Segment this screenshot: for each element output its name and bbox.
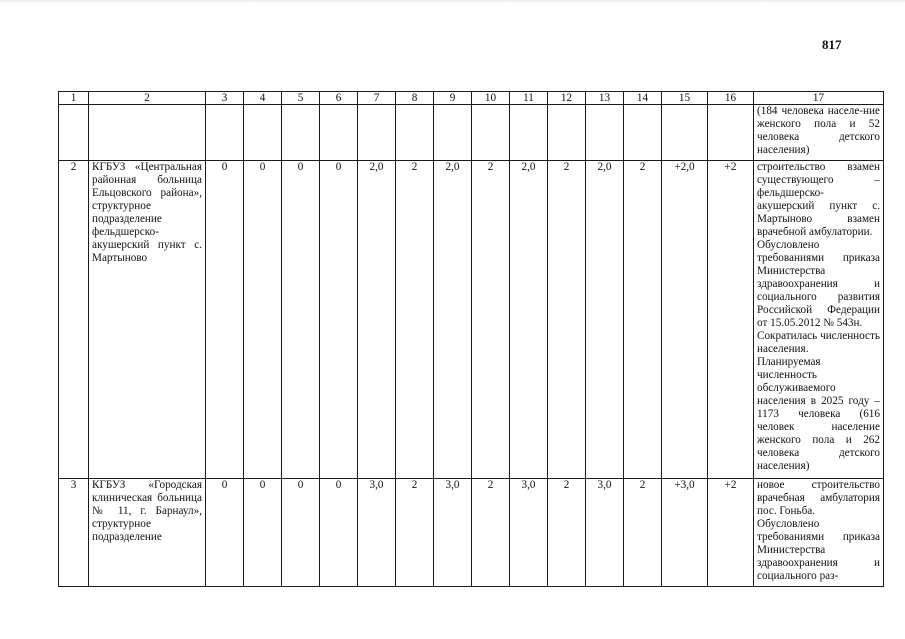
column-header: 9 bbox=[434, 92, 472, 105]
table-cell: 0 bbox=[244, 479, 282, 587]
table-cell: 2,0 bbox=[586, 161, 624, 479]
table-cell: 2,0 bbox=[434, 161, 472, 479]
column-header: 15 bbox=[662, 92, 708, 105]
table-cell: 0 bbox=[206, 479, 244, 587]
table-cell bbox=[89, 105, 206, 161]
column-header: 11 bbox=[510, 92, 548, 105]
column-header: 8 bbox=[396, 92, 434, 105]
page-number: 817 bbox=[822, 37, 842, 52]
table-cell: 3,0 bbox=[586, 479, 624, 587]
table-cell: 0 bbox=[282, 161, 320, 479]
column-header: 5 bbox=[282, 92, 320, 105]
note-paragraph: Сократилась численность населения. bbox=[757, 330, 880, 355]
table-row bbox=[59, 161, 884, 479]
note-cell bbox=[754, 105, 884, 161]
table-cell: 2 bbox=[472, 479, 510, 587]
note-cell bbox=[754, 479, 884, 587]
table-cell: +2 bbox=[708, 479, 754, 587]
column-header: 2 bbox=[89, 92, 206, 105]
table-cell: 2 bbox=[396, 479, 434, 587]
table-cell bbox=[510, 105, 548, 161]
table-cell: 2 bbox=[472, 161, 510, 479]
table-cell: 2,0 bbox=[510, 161, 548, 479]
column-header: 6 bbox=[320, 92, 358, 105]
table-cell: 3 bbox=[59, 479, 89, 587]
note-paragraph: Обусловлено требованиями приказа Министерства здравоохранения и социального развития Российской Федерации от 15.05.2012 № 543н. bbox=[757, 239, 880, 329]
note-paragraph: строительство взамен существующего – фельдшерско-акушерский пункт с. Мартыново взамен врачебной амбулатории. bbox=[757, 161, 880, 238]
table-row bbox=[59, 479, 884, 587]
table-cell bbox=[244, 105, 282, 161]
table-cell: 0 bbox=[244, 161, 282, 479]
table-cell bbox=[396, 105, 434, 161]
table-cell bbox=[708, 105, 754, 161]
table-cell: 2 bbox=[548, 479, 586, 587]
column-header: 4 bbox=[244, 92, 282, 105]
note-paragraph: Планируемая численность обслуживаемого населения в 2025 году – 1173 человека (616 человек население женского пола и 262 человека детского населения) bbox=[757, 356, 880, 472]
table-cell: 2 bbox=[624, 161, 662, 479]
table-cell: 2 bbox=[59, 161, 89, 479]
table-cell: 0 bbox=[320, 161, 358, 479]
column-header: 12 bbox=[548, 92, 586, 105]
table-cell: 2 bbox=[624, 479, 662, 587]
table-cell bbox=[320, 105, 358, 161]
column-header: 3 bbox=[206, 92, 244, 105]
table-cell: +3,0 bbox=[662, 479, 708, 587]
column-header: 7 bbox=[358, 92, 396, 105]
table-cell bbox=[472, 105, 510, 161]
note-paragraph: (184 человека населе-ние женского пола и 52 человека детского населения) bbox=[757, 105, 880, 156]
scan-edge bbox=[0, 0, 905, 3]
note-paragraph: Обусловлено требованиями приказа Министерства здравоохранения и социального раз- bbox=[757, 518, 880, 582]
table-cell bbox=[434, 105, 472, 161]
table-row bbox=[59, 105, 884, 161]
table-cell: 0 bbox=[320, 479, 358, 587]
table-cell bbox=[206, 105, 244, 161]
column-header: 10 bbox=[472, 92, 510, 105]
table-cell bbox=[548, 105, 586, 161]
table-cell: 2 bbox=[548, 161, 586, 479]
header-row bbox=[59, 92, 884, 105]
table-cell bbox=[59, 105, 89, 161]
table-cell: 0 bbox=[206, 161, 244, 479]
table-cell: 2 bbox=[396, 161, 434, 479]
column-header: 16 bbox=[708, 92, 754, 105]
data-table bbox=[58, 91, 884, 587]
table-cell: 3,0 bbox=[510, 479, 548, 587]
table-cell bbox=[662, 105, 708, 161]
column-header: 17 bbox=[754, 92, 884, 105]
table-cell: 3,0 bbox=[358, 479, 396, 587]
table-cell bbox=[358, 105, 396, 161]
table-cell bbox=[282, 105, 320, 161]
table-cell bbox=[586, 105, 624, 161]
column-header: 13 bbox=[586, 92, 624, 105]
table-cell: 3,0 bbox=[434, 479, 472, 587]
note-cell bbox=[754, 161, 884, 479]
table-cell: 2,0 bbox=[358, 161, 396, 479]
column-header: 14 bbox=[624, 92, 662, 105]
institution-name-cell: КГБУЗ «Центральная районная больница Ельцовского района», структурное подразделение фельдшерско-акушерский пункт с. Мартыново bbox=[89, 161, 206, 479]
table-cell: +2 bbox=[708, 161, 754, 479]
note-paragraph: новое строительство врачебная амбулатория пос. Гоньба. bbox=[757, 479, 880, 517]
column-header: 1 bbox=[59, 92, 89, 105]
table-cell bbox=[624, 105, 662, 161]
institution-name-cell: КГБУЗ «Городская клиническая больница № 11, г. Барнаул», структурное подразделение bbox=[89, 479, 206, 587]
table-cell: +2,0 bbox=[662, 161, 708, 479]
table-cell: 0 bbox=[282, 479, 320, 587]
